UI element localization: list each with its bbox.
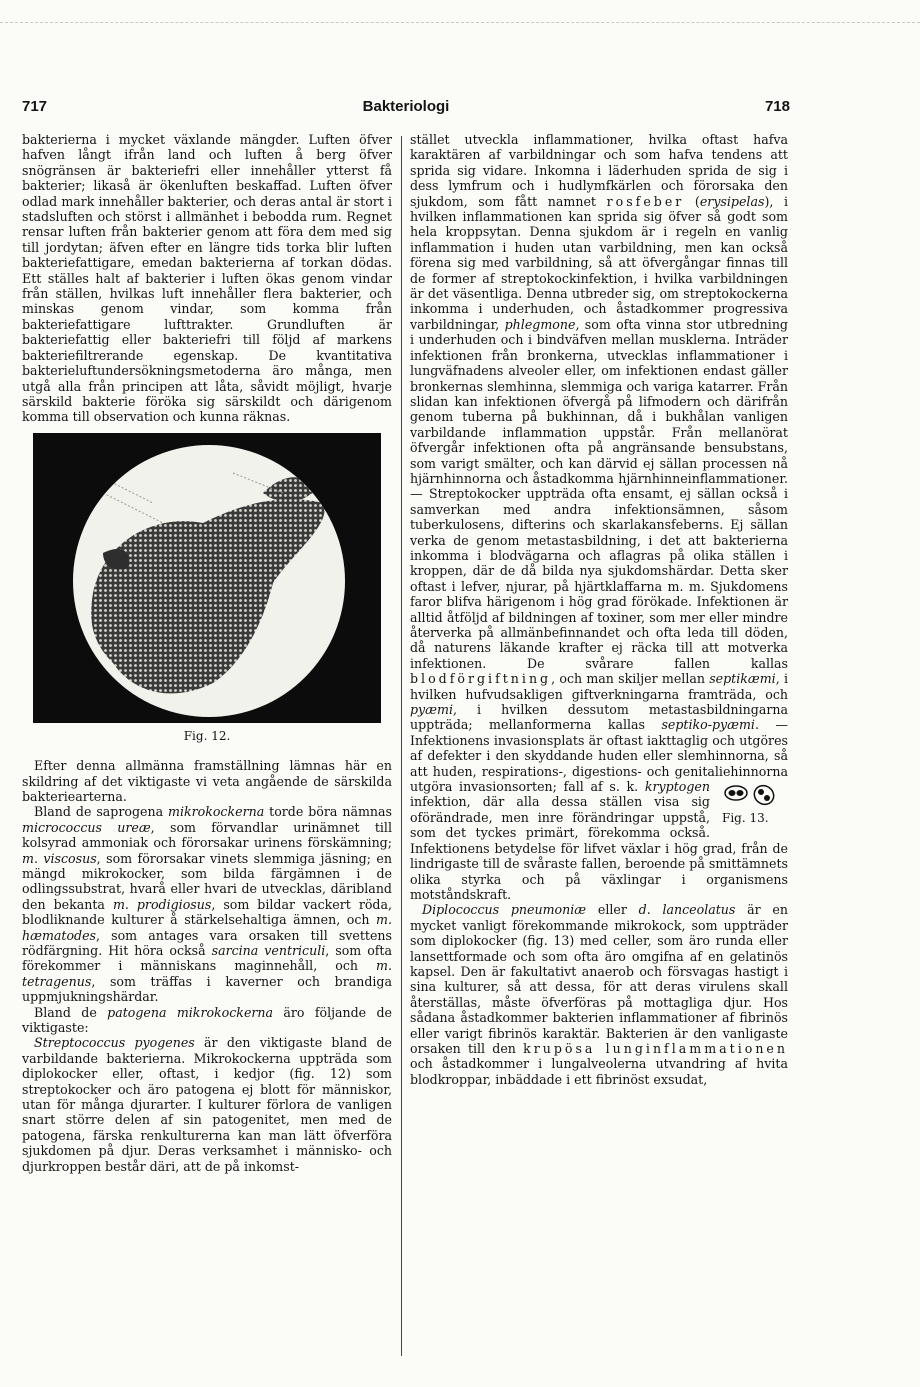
paragraph: stället utveckla inflammationer, hvilka oftast hafva karaktären af varbildningar och som hafva tendens att sprida sig vidare. Inkomna i läderhuden sprida de sig i dess lymfrum och i hudlymfkärlen och förorsaka den sjukdom, som fått namnet rosfeber (erysipelas), i hvilken inflammationen kan sprida sig öfver så godt som hela kroppsytan. Denna sjukdom är i regeln en vanlig inflammation i huden utan varbildning, men kan också förena sig med varbildning, så att öfvergångar finnas till de former af streptokockinfektion, i hvilka varbildningen är det väsentliga. Denna utbreder sig, om streptokockerna inkomma i underhuden, och åstadkommer progressiva varbildningar, phlegmone, som ofta vinna stor utbredning i underhuden och i bindväfven mellan musklerna. Inträder infektionen från bronkerna, utvecklas inflammationer i lungväfnadens alveoler eller, om infektionen endast gäller bronkernas slemhinna, slemmiga och variga katarrer. Från slidan kan infektionen öfvergå på lifmodern och därifrån genom tuberna på bukhinnan, då i bukhålan vanligen varbildande inflammation uppstår. Från mellanörat öfvergår infektionen ofta på angränsande bensubstans, som varigt smälter, och kan därvid ej sällan processen nå hjärnhinnorna och åstadkomma hjärnhinneinflammationer. — Streptokocker uppträda ofta ensamt, ej sällan också i samverkan med andra infektionsämnen, såsom tuberkulosens, difterins och skarlakansfeberns. Ej sällan verka de genom metastasbildning, i det att bakterierna inkomma i blodvägarna och aflagras på olika ställen i kroppen, där de då bilda nya sjukdomshärdar. Detta sker oftast i lefver, njurar, på hjärtklaffarna m. m. Sjukdomens faror blifva härigenom i hög grad förökade. Infektionen är alltid åtföljd af bildningen af toxiner, som mer eller mindre återverka på allmänbefinnandet och ofta leda till döden, då naturens läkande krafter ej räcka till att motverka infektionen. De svårare fallen kallas blodförgiftning, och man skiljer mellan septikæmi, i hvilken hufvudsakligen giftverkningarna framträda, och pyæmi, i hvilken dessutom metastasbildningarna uppträda; mellanformerna kallas septiko-pyæmi. — Infektionens invasionsplats är oftast iakttaglig och utgöres af defekter i den skyddande huden eller slemhinnorna, så att huden, respirations-, digestions- och genitaliehinnorna utgöra invasionsorten; fall af s. k. kryptogen Fig. 13. infektion, där alla dessa ställen visa sig oförändrade, men inre förändringar uppstå, som det tyckes primärt, förekomma också. Infektionens betydelse för lifvet växlar i hög grad, från de lindrigaste till de svåraste fallen, beroende på smittämnets olika styrka och på växlingar i organismens motståndskraft.: [410, 132, 788, 902]
streptococcus-micrograph: [33, 433, 381, 723]
running-header: [22, 98, 790, 122]
figure-13: [716, 781, 788, 837]
top-scan-line: [0, 22, 920, 23]
column-divider: [401, 136, 402, 1356]
left-column: [22, 132, 392, 1174]
paragraph: bakterierna i mycket växlande mängder. Luften öfver hafven långt ifrån land och luften å berg öfver snögränsen är bakteriefri eller innehåller ytterst få bakterier; likaså är ökenluften beskaffad. Luften öfver odlad mark innehåller bakterier, och deras antal är stort i stadsluften och störst i allmänhet i bebodda rum. Regnet rensar luften från bakterier genom att föra dem med sig till jordytan; äfven efter en längre tids torka blir luften bakteriefattigare, emedan bakterierna af torkan dödas. Ett ställes halt af bakterier i luften ökas genom vindar från ställen, hvilkas luft innehåller flera bakterier, och minskas genom vindar, som komma från bakteriefattigare lufttrakter. Grundluften är bakteriefattig eller bakteriefri till följd af markens bakteriefiltrerande egenskap. De kvantitativa bakterieluftundersökningsmetoderna äro många, men utgå alla från principen att låta, såvidt möjligt, hvarje särskild bakterie föröka sig särskildt och därigenom komma till observation och kunna räknas.: [22, 132, 392, 425]
figure-13-caption: Fig. 13.: [722, 811, 769, 826]
paragraph: Efter denna allmänna framställning lämnas här en skildring af det viktigaste vi veta angående de särskilda bakteriearterna.: [22, 758, 392, 804]
paragraph: Streptococcus pyogenes är den viktigaste bland de varbildande bakterierna. Mikrokockerna uppträda som diplokocker eller, oftast, i kedjor (fig. 12) som streptokocker och äro patogena ej blott för människor, utan för många djurarter. I kulturer förlora de vanligen snart större delen af sin patogenitet, men med de patogena, färska renkulturerna kan man lätt öfverföra sjukdomen på djur. Deras verksamhet i människo- och djurkroppen består däri, att de på inkomst-: [22, 1035, 392, 1174]
figure-12-caption: Fig. 12.: [183, 728, 231, 743]
figure-12: [33, 433, 381, 744]
diplococcus-illustration: [722, 781, 782, 809]
paragraph: Bland de patogena mikrokockerna äro följande de viktigaste:: [22, 1004, 392, 1036]
page-number-left: 717: [22, 98, 48, 115]
page-number-right: 718: [764, 98, 790, 115]
paragraph: Diplococcus pneumoniæ eller d. lanceolatus är en mycket vanligt förekommande mikrokock, som uppträder som diplokocker (fig. 13) med celler, som äro runda eller lansettformade och som ofta äro omgifna af en gelatinös kapsel. Den är fakultativt anaerob och försvagas hastigt i sina kulturer, så att dessa, för att deras virulens skall återställas, måste öfverföras på mottagliga djur. Hos sådana åstadkommer bakterien inflammationer af fibrinös eller varigt fibrinös karaktär. Bakterien är den vanligaste orsaken till den krupösa lunginflammationen och åstadkommer i lungalveolerna utvandring af hvita blodkroppar, inbäddade i ett fibrinöst exsudat,: [410, 902, 788, 1087]
header-title: Bakteriologi: [362, 98, 450, 115]
right-column: [410, 132, 788, 1087]
paragraph: Bland de saprogena mikrokockerna torde böra nämnas micrococcus ureæ, som förvandlar urinämnet till kolsyrad ammoniak och förorsakar urinens förskämning; m. viscosus, som förorsakar vinets slemmiga jäsning; en mängd mikrokocker, som bilda färgämnen i de odlingssubstrat, hvarå eller hvari de utvecklas, däribland den bekanta m. prodigiosus, som bildar vackert röda, blodliknande kulturer å stärkelsehaltiga ämnen, och m. hæmatodes, som antages vara orsaken till svettens rödfärgning. Hit höra också sarcina ventriculi, som ofta förekommer i människans maginnehåll, och m. tetragenus, som träffas i kaverner och brandiga uppmjukningshärdar.: [22, 804, 393, 1005]
